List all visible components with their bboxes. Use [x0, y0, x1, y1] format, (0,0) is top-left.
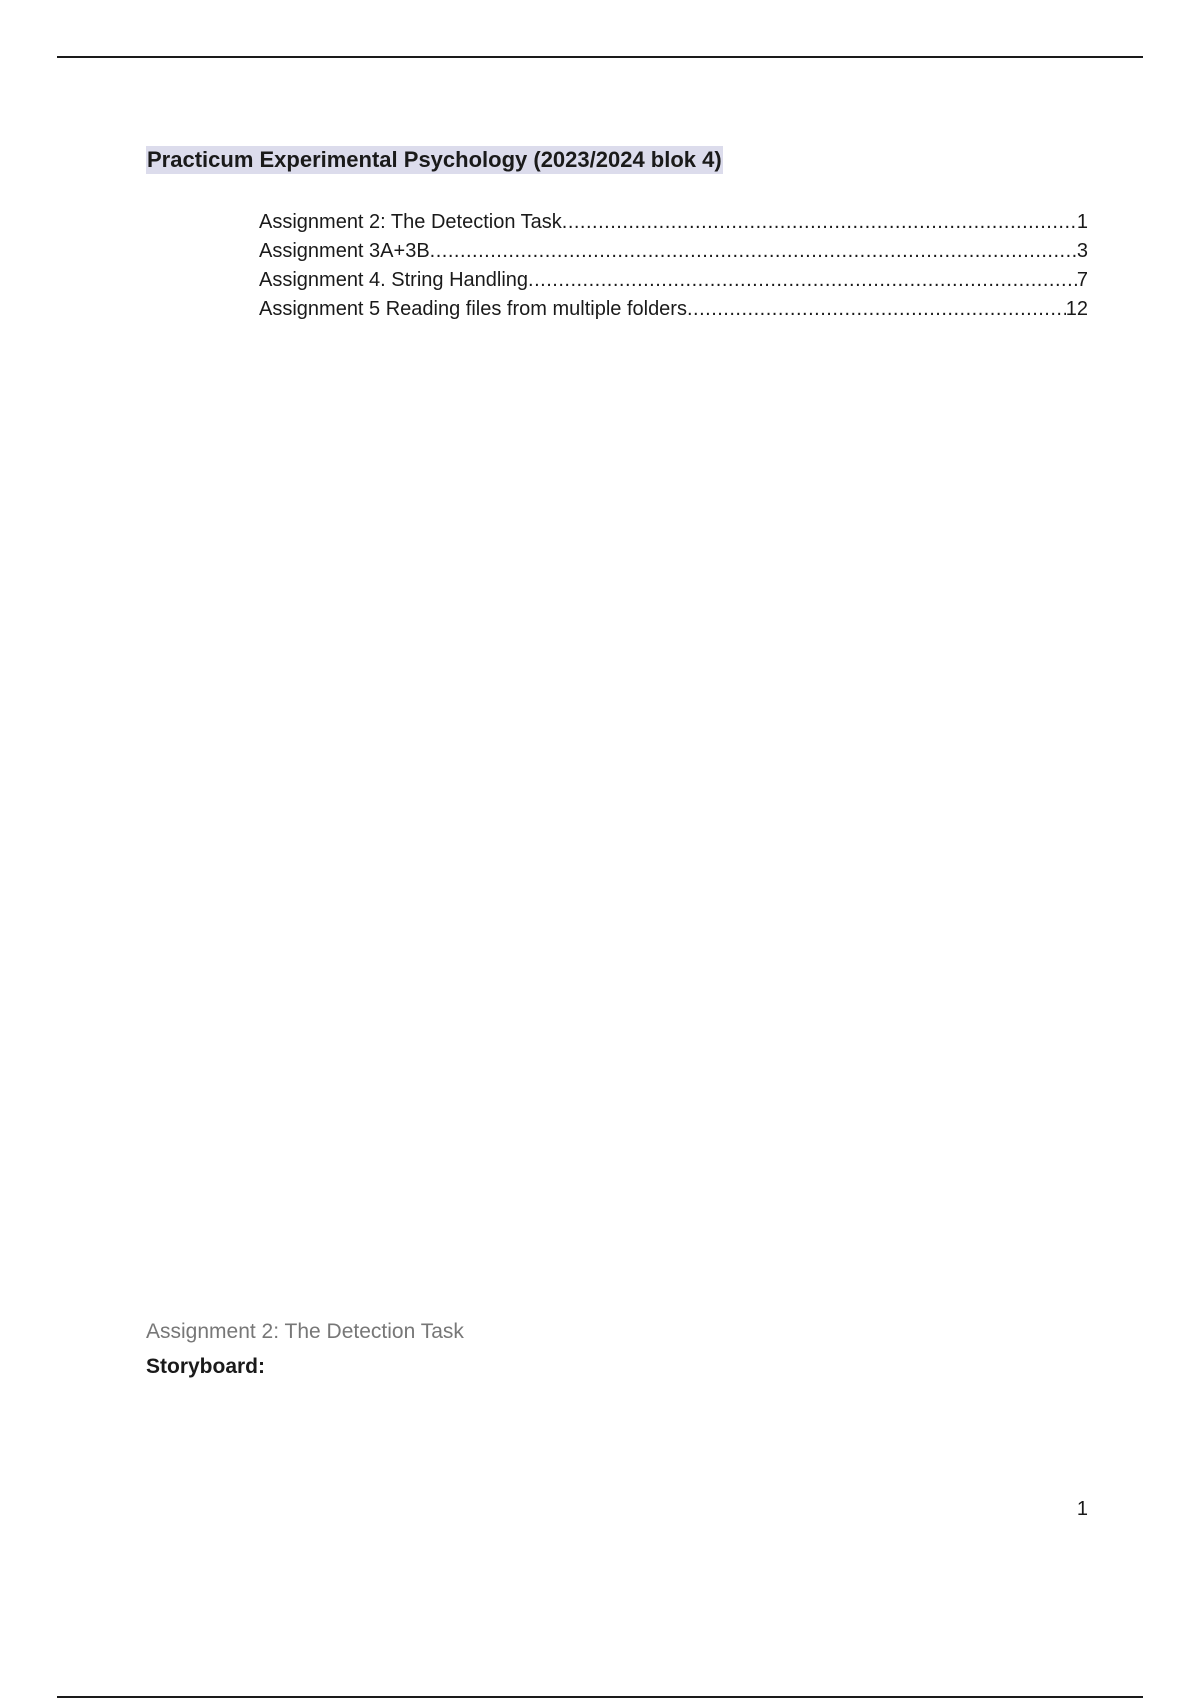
- toc-entry[interactable]: [259, 266, 1088, 295]
- page-number: 1: [1076, 1498, 1088, 1520]
- toc-dot-leader: [430, 237, 1077, 266]
- toc-entry-label: Assignment 4. String Handling: [259, 269, 529, 291]
- section-subheading: Storyboard:: [146, 1355, 266, 1378]
- top-page-rule: [57, 56, 1143, 58]
- toc-entry-label: Assignment 5 Reading files from multiple folders: [259, 298, 687, 320]
- toc-dot-leader: [528, 266, 1077, 295]
- toc-entry[interactable]: [259, 208, 1088, 237]
- toc-entry-page: 1: [1076, 211, 1088, 233]
- toc-entry-page: 7: [1076, 269, 1088, 291]
- toc-entry-label: Assignment 3A+3B: [259, 240, 430, 262]
- toc-entry-page: 12: [1065, 298, 1088, 320]
- table-of-contents: [259, 208, 1088, 324]
- toc-entry-page: 3: [1076, 240, 1088, 262]
- bottom-page-rule: [57, 1696, 1143, 1698]
- document-title: Practicum Experimental Psychology (2023/2024 blok 4): [147, 147, 722, 172]
- section-heading: Assignment 2: The Detection Task: [146, 1320, 464, 1343]
- toc-entry[interactable]: [259, 237, 1088, 266]
- toc-dot-leader: [562, 208, 1077, 237]
- toc-entry-label: Assignment 2: The Detection Task: [259, 211, 562, 233]
- toc-dot-leader: [687, 295, 1066, 324]
- toc-entry[interactable]: [259, 295, 1088, 324]
